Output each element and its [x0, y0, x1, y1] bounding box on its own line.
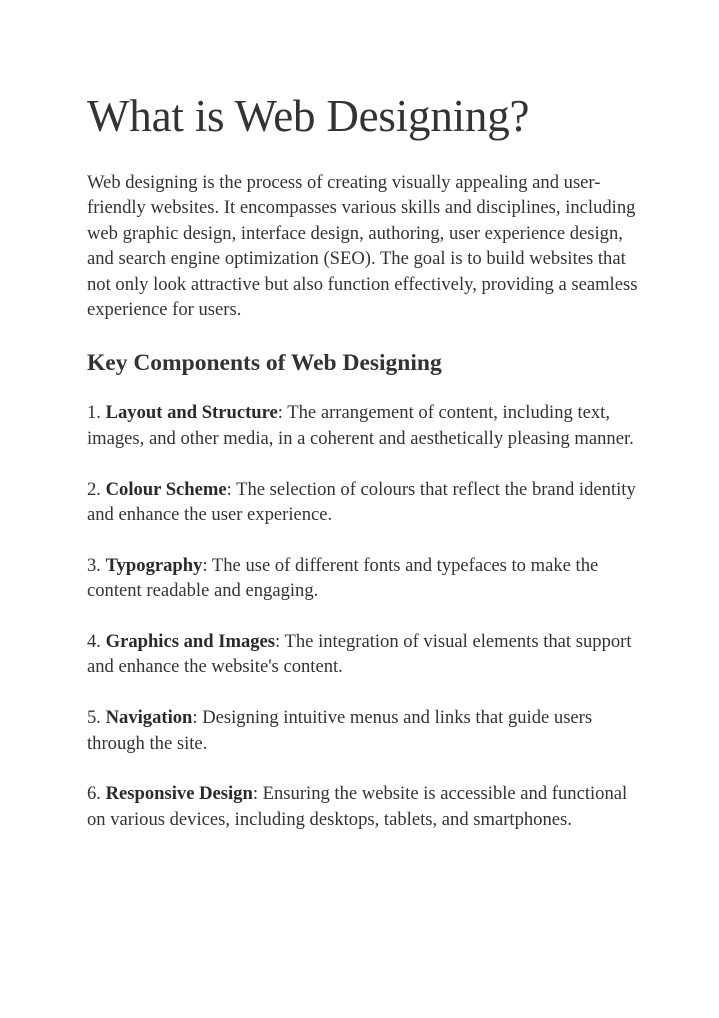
components-list — [87, 400, 642, 832]
item-number: 4. — [87, 631, 101, 653]
item-description: : The arrangement of content, including text, images, and other media, in a coherent and aesthetically pleasing manner. — [87, 402, 634, 449]
item-term: Responsive Design — [105, 783, 253, 805]
item-description: : Ensuring the website is accessible and functional on various devices, including desktops, tablets, and smartphones. — [87, 783, 628, 830]
item-number: 3. — [87, 554, 101, 576]
item-term: Navigation — [105, 707, 193, 729]
section-heading: Key Components of Web Designing — [87, 350, 442, 377]
item-description: : The use of different fonts and typefaces to make the content readable and engaging. — [87, 554, 599, 602]
item-term: Colour Scheme — [105, 478, 227, 500]
page-title: What is Web Designing? — [87, 91, 530, 141]
list-item — [87, 705, 642, 756]
item-number: 2. — [87, 478, 101, 500]
item-number: 1. — [87, 402, 101, 424]
item-number: 6. — [87, 783, 101, 805]
list-item — [87, 553, 642, 604]
list-item — [87, 477, 642, 528]
intro-paragraph: Web designing is the process of creating visually appealing and user-friendly websites. It encompasses various skills and disciplines, including web graphic design, interface design, authoring, user experience design, and search engine optimization (SEO). The goal is to build websites that not only look attractive but also function effectively, providing a seamless experience for users. — [87, 172, 638, 321]
list-item — [87, 781, 642, 832]
list-item — [87, 400, 642, 451]
item-term: Typography — [105, 554, 203, 576]
item-description: : Designing intuitive menus and links that guide users through the site. — [87, 707, 593, 754]
item-term: Layout and Structure — [105, 402, 278, 424]
document-page — [87, 88, 642, 858]
item-description: : The integration of visual elements that support and enhance the website's content. — [87, 631, 632, 678]
list-item — [87, 629, 642, 680]
item-number: 5. — [87, 707, 101, 729]
item-description: : The selection of colours that reflect the brand identity and enhance the user experience. — [87, 478, 636, 526]
item-term: Graphics and Images — [105, 631, 276, 653]
